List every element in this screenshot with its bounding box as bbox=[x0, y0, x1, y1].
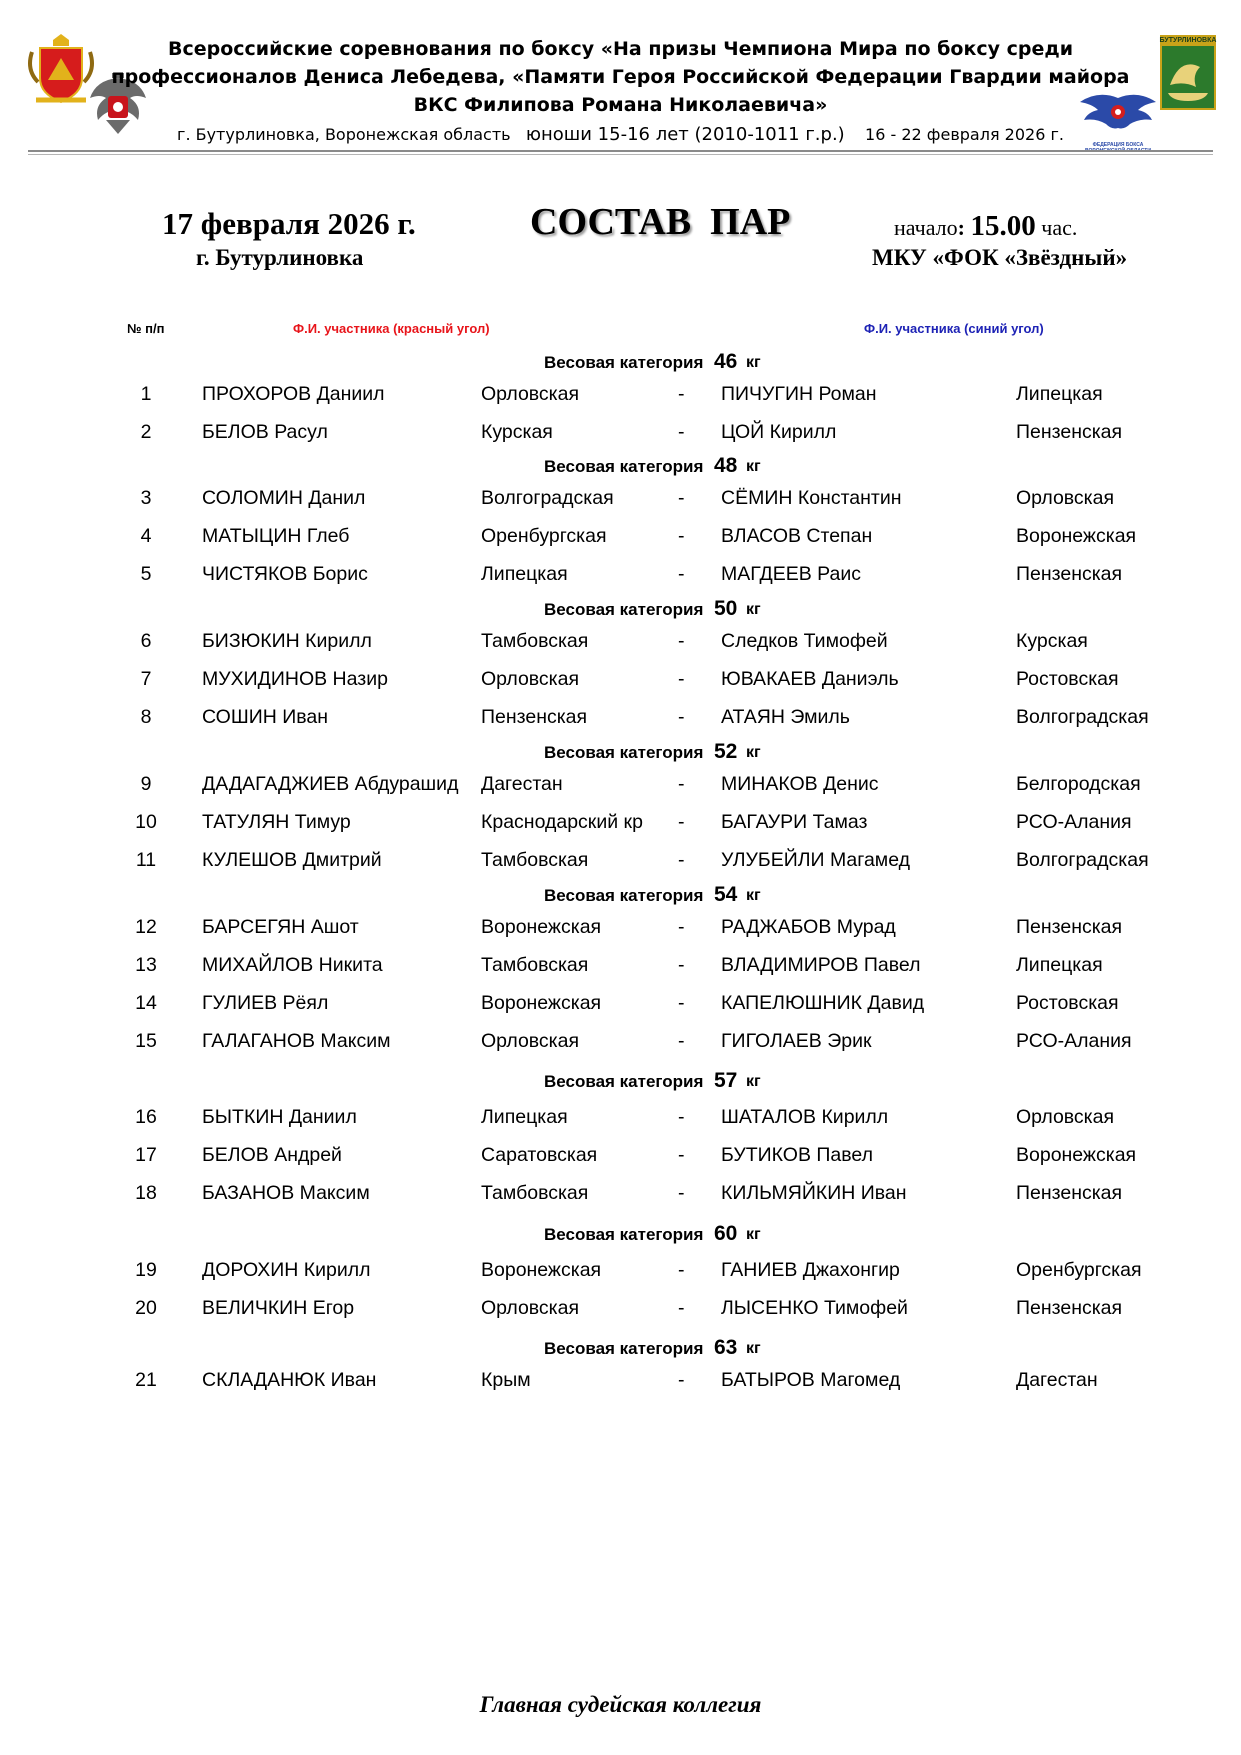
page-title: СОСТАВ ПАР bbox=[530, 201, 791, 243]
vs-separator: - bbox=[678, 1030, 685, 1052]
red-corner-boxer: ПРОХОРОВ Даниил bbox=[202, 383, 385, 405]
blue-corner-boxer: Следков Тимофей bbox=[721, 630, 888, 652]
bout-number: 19 bbox=[135, 1259, 157, 1281]
red-corner-region: Пензенская bbox=[481, 706, 588, 728]
bout-number: 6 bbox=[140, 630, 152, 652]
red-corner-region: Орловская bbox=[481, 1030, 580, 1052]
weight-category-header bbox=[0, 350, 1241, 380]
blue-corner-boxer: ВЛАДИМИРОВ Павел bbox=[721, 954, 921, 976]
red-corner-boxer: ГУЛИЕВ Рёял bbox=[202, 992, 329, 1014]
blue-corner-boxer: КАПЕЛЮШНИК Давид bbox=[721, 992, 925, 1014]
blue-corner-region: РСО-Алания bbox=[1016, 811, 1132, 833]
vs-separator: - bbox=[678, 773, 685, 795]
red-corner-region: Краснодарский кр bbox=[481, 811, 643, 833]
header-line-1: Всероссийские соревнования по боксу «На призы Чемпиона Мира по боксу среди bbox=[167, 38, 1074, 60]
weight-category-header bbox=[0, 1336, 1241, 1366]
start-label: начало bbox=[894, 215, 958, 240]
bout-number: 4 bbox=[140, 525, 152, 547]
red-corner-region: Воронежская bbox=[481, 916, 602, 938]
blue-corner-boxer: АТАЯН Эмиль bbox=[721, 706, 850, 728]
blue-corner-region: РСО-Алания bbox=[1016, 1030, 1132, 1052]
blue-corner-region: Ростовская bbox=[1016, 992, 1119, 1014]
header-location: г. Бутурлиновка, Воронежская область bbox=[177, 125, 511, 144]
weight-category-unit: кг bbox=[746, 744, 761, 761]
bout-number: 15 bbox=[135, 1030, 157, 1052]
weight-category-header bbox=[0, 740, 1241, 770]
bout-row bbox=[0, 706, 1241, 740]
vs-separator: - bbox=[678, 487, 685, 509]
weight-category-header bbox=[0, 1222, 1241, 1252]
weight-category-unit: кг bbox=[746, 1340, 761, 1357]
vs-separator: - bbox=[678, 525, 685, 547]
bout-row bbox=[0, 1030, 1241, 1064]
vs-separator: - bbox=[678, 1259, 685, 1281]
weight-category-value: 50 bbox=[714, 597, 738, 620]
bout-number: 7 bbox=[140, 668, 152, 690]
start-colon: : bbox=[957, 215, 965, 240]
weight-category-label: Весовая категория bbox=[544, 743, 704, 762]
blue-corner-region: Липецкая bbox=[1016, 954, 1103, 976]
red-corner-boxer: ЧИСТЯКОВ Борис bbox=[202, 563, 368, 585]
vs-separator: - bbox=[678, 668, 685, 690]
bout-number: 10 bbox=[135, 811, 157, 833]
red-corner-boxer: ВЕЛИЧКИН Егор bbox=[202, 1297, 355, 1319]
blue-corner-region: Волгоградская bbox=[1016, 706, 1149, 728]
bout-row bbox=[0, 563, 1241, 597]
bout-number: 20 bbox=[135, 1297, 157, 1319]
red-corner-region: Липецкая bbox=[481, 1106, 568, 1128]
red-corner-boxer: ТАТУЛЯН Тимур bbox=[202, 811, 351, 833]
red-corner-region: Дагестан bbox=[481, 773, 563, 795]
bout-row bbox=[0, 630, 1241, 664]
event-date: 17 февраля 2026 г. bbox=[162, 206, 416, 241]
bout-number: 8 bbox=[140, 706, 152, 728]
blue-corner-region: Курская bbox=[1016, 630, 1088, 652]
header-subline bbox=[0, 124, 1241, 145]
blue-corner-region: Липецкая bbox=[1016, 383, 1103, 405]
blue-corner-boxer: БУТИКОВ Павел bbox=[721, 1144, 873, 1166]
blue-corner-region: Пензенская bbox=[1016, 1297, 1123, 1319]
start-time-line bbox=[894, 210, 1077, 243]
red-corner-boxer: БАЗАНОВ Максим bbox=[202, 1182, 370, 1204]
red-corner-boxer: ДАДАГАДЖИЕВ Абдурашид bbox=[202, 773, 459, 795]
blue-corner-boxer: БАТЫРОВ Магомед bbox=[721, 1369, 901, 1391]
bout-number: 13 bbox=[135, 954, 157, 976]
weight-category-label: Весовая категория bbox=[544, 1225, 704, 1244]
weight-category-unit: кг bbox=[746, 1073, 761, 1090]
blue-corner-boxer: ШАТАЛОВ Кирилл bbox=[721, 1106, 889, 1128]
red-corner-boxer: БАРСЕГЯН Ашот bbox=[202, 916, 359, 938]
bout-row bbox=[0, 773, 1241, 807]
weight-category-label: Весовая категория bbox=[544, 600, 704, 619]
vs-separator: - bbox=[678, 849, 685, 871]
blue-corner-boxer: СЁМИН Константин bbox=[721, 487, 902, 509]
bout-row bbox=[0, 811, 1241, 845]
bout-row bbox=[0, 1369, 1241, 1403]
bout-number: 9 bbox=[140, 773, 152, 795]
bout-row bbox=[0, 916, 1241, 950]
column-header-blue-corner: Ф.И. участника (синий угол) bbox=[864, 321, 1044, 336]
red-corner-boxer: КУЛЕШОВ Дмитрий bbox=[202, 849, 382, 871]
venue: МКУ «ФОК «Звёздный» bbox=[872, 245, 1128, 270]
blue-corner-boxer: БАГАУРИ Тамаз bbox=[721, 811, 868, 833]
red-corner-boxer: БИЗЮКИН Кирилл bbox=[202, 630, 372, 652]
red-corner-region: Тамбовская bbox=[481, 1182, 589, 1204]
vs-separator: - bbox=[678, 1182, 685, 1204]
red-corner-region: Саратовская bbox=[481, 1144, 598, 1166]
vs-separator: - bbox=[678, 1369, 685, 1391]
weight-category-value: 57 bbox=[714, 1069, 738, 1092]
bout-row bbox=[0, 525, 1241, 559]
blue-corner-boxer: МИНАКОВ Денис bbox=[721, 773, 879, 795]
blue-corner-region: Волгоградская bbox=[1016, 849, 1149, 871]
bout-row bbox=[0, 1106, 1241, 1140]
bout-row bbox=[0, 1259, 1241, 1293]
red-corner-boxer: МУХИДИНОВ Назир bbox=[202, 668, 388, 690]
header-divider bbox=[28, 150, 1213, 152]
vs-separator: - bbox=[678, 706, 685, 728]
start-unit: час. bbox=[1041, 215, 1078, 240]
red-corner-region: Тамбовская bbox=[481, 954, 589, 976]
bout-number: 21 bbox=[135, 1369, 157, 1391]
event-city: г. Бутурлиновка bbox=[196, 245, 364, 270]
blue-corner-region: Ростовская bbox=[1016, 668, 1119, 690]
red-corner-boxer: СОШИН Иван bbox=[202, 706, 328, 728]
blue-corner-boxer: ЛЫСЕНКО Тимофей bbox=[721, 1297, 908, 1319]
weight-category-label: Весовая категория bbox=[544, 1339, 704, 1358]
vs-separator: - bbox=[678, 1297, 685, 1319]
blue-corner-region: Дагестан bbox=[1016, 1369, 1098, 1391]
header-age-group: юноши 15-16 лет (2010-1011 г.р.) bbox=[525, 124, 845, 145]
vs-separator: - bbox=[678, 916, 685, 938]
weight-category-header bbox=[0, 1069, 1241, 1099]
blue-corner-region: Пензенская bbox=[1016, 1182, 1123, 1204]
blue-corner-boxer: ПИЧУГИН Роман bbox=[721, 383, 877, 405]
weight-category-value: 63 bbox=[714, 1336, 738, 1359]
blue-corner-region: Орловская bbox=[1016, 487, 1115, 509]
weight-category-label: Весовая категория bbox=[544, 1072, 704, 1091]
red-corner-region: Орловская bbox=[481, 668, 580, 690]
bout-number: 11 bbox=[135, 849, 157, 871]
red-corner-boxer: СОЛОМИН Данил bbox=[202, 487, 366, 509]
blue-corner-region: Пензенская bbox=[1016, 421, 1123, 443]
red-corner-region: Воронежская bbox=[481, 1259, 602, 1281]
red-corner-boxer: МАТЫЦИН Глеб bbox=[202, 525, 350, 547]
blue-corner-boxer: ГАНИЕВ Джахонгир bbox=[721, 1259, 900, 1281]
red-corner-boxer: СКЛАДАНЮК Иван bbox=[202, 1369, 377, 1391]
red-corner-region: Курская bbox=[481, 421, 553, 443]
vs-separator: - bbox=[678, 954, 685, 976]
blue-corner-boxer: УЛУБЕЙЛИ Магамед bbox=[721, 849, 911, 871]
red-corner-boxer: БЫТКИН Даниил bbox=[202, 1106, 357, 1128]
weight-category-label: Весовая категория bbox=[544, 457, 704, 476]
column-header-number: № п/п bbox=[127, 321, 165, 336]
red-corner-boxer: БЕЛОВ Расул bbox=[202, 421, 328, 443]
bout-number: 18 bbox=[135, 1182, 157, 1204]
red-corner-boxer: ДОРОХИН Кирилл bbox=[202, 1259, 371, 1281]
blue-corner-boxer: ЮВАКАЕВ Даниэль bbox=[721, 668, 899, 690]
vs-separator: - bbox=[678, 1106, 685, 1128]
blue-corner-region: Оренбургская bbox=[1016, 1259, 1142, 1281]
bout-number: 16 bbox=[135, 1106, 157, 1128]
weight-category-value: 60 bbox=[714, 1222, 738, 1245]
bout-number: 1 bbox=[140, 383, 152, 405]
weight-category-value: 46 bbox=[714, 350, 738, 373]
header-line-2: профессионалов Дениса Лебедева, «Памяти Героя Российской Федерации Гвардии майора bbox=[111, 66, 1130, 88]
red-corner-region: Липецкая bbox=[481, 563, 568, 585]
bout-row bbox=[0, 383, 1241, 417]
bout-row bbox=[0, 954, 1241, 988]
vs-separator: - bbox=[678, 992, 685, 1014]
weight-category-label: Весовая категория bbox=[544, 886, 704, 905]
blue-corner-region: Белгородская bbox=[1016, 773, 1141, 795]
bout-row bbox=[0, 487, 1241, 521]
red-corner-region: Оренбургская bbox=[481, 525, 607, 547]
red-corner-region: Орловская bbox=[481, 383, 580, 405]
bout-row bbox=[0, 992, 1241, 1026]
red-corner-region: Орловская bbox=[481, 1297, 580, 1319]
footer-signature: Главная судейская коллегия bbox=[479, 1692, 762, 1717]
bout-row bbox=[0, 1297, 1241, 1331]
red-corner-boxer: БЕЛОВ Андрей bbox=[202, 1144, 342, 1166]
bout-number: 2 bbox=[140, 421, 152, 443]
header-dates: 16 - 22 февраля 2026 г. bbox=[865, 125, 1064, 144]
vs-separator: - bbox=[678, 1144, 685, 1166]
blue-corner-region: Воронежская bbox=[1016, 525, 1137, 547]
red-corner-region: Тамбовская bbox=[481, 630, 589, 652]
vs-separator: - bbox=[678, 811, 685, 833]
blue-corner-boxer: РАДЖАБОВ Мурад bbox=[721, 916, 896, 938]
blue-corner-region: Пензенская bbox=[1016, 563, 1123, 585]
column-header-red-corner: Ф.И. участника (красный угол) bbox=[293, 321, 490, 336]
red-corner-region: Воронежская bbox=[481, 992, 602, 1014]
blue-corner-region: Воронежская bbox=[1016, 1144, 1137, 1166]
weight-category-value: 48 bbox=[714, 454, 738, 477]
vs-separator: - bbox=[678, 383, 685, 405]
start-time: 15.00 bbox=[970, 210, 1036, 242]
blue-corner-boxer: ЦОЙ Кирилл bbox=[721, 421, 837, 443]
red-corner-region: Волгоградская bbox=[481, 487, 614, 509]
weight-category-unit: кг bbox=[746, 458, 761, 475]
bout-number: 14 bbox=[135, 992, 157, 1014]
bout-number: 3 bbox=[140, 487, 152, 509]
red-corner-region: Тамбовская bbox=[481, 849, 589, 871]
federation-caption: ФЕДЕРАЦИЯ БОКСА bbox=[1092, 142, 1144, 148]
header-divider-thin bbox=[28, 154, 1213, 155]
logo-right-text: БУТУРЛИНОВКА bbox=[1159, 37, 1217, 44]
bout-number: 12 bbox=[135, 916, 157, 938]
blue-corner-region: Орловская bbox=[1016, 1106, 1115, 1128]
bout-number: 17 bbox=[135, 1144, 157, 1166]
bout-number: 5 bbox=[140, 563, 152, 585]
blue-corner-boxer: КИЛЬМЯЙКИН Иван bbox=[721, 1182, 907, 1204]
weight-category-value: 52 bbox=[714, 740, 738, 763]
weight-category-label: Весовая категория bbox=[544, 353, 704, 372]
bout-row bbox=[0, 668, 1241, 702]
header-line-3: ВКС Филипова Романа Николаевича» bbox=[413, 94, 828, 116]
weight-category-header bbox=[0, 883, 1241, 913]
red-corner-boxer: МИХАЙЛОВ Никита bbox=[202, 954, 383, 976]
bout-row bbox=[0, 421, 1241, 455]
bout-row bbox=[0, 849, 1241, 883]
bout-row bbox=[0, 1144, 1241, 1178]
weight-category-unit: кг bbox=[746, 601, 761, 618]
bout-row bbox=[0, 1182, 1241, 1216]
blue-corner-boxer: МАГДЕЕВ Раис bbox=[721, 563, 861, 585]
vs-separator: - bbox=[678, 563, 685, 585]
vs-separator: - bbox=[678, 421, 685, 443]
vs-separator: - bbox=[678, 630, 685, 652]
weight-category-unit: кг bbox=[746, 887, 761, 904]
red-corner-region: Крым bbox=[481, 1369, 531, 1391]
weight-category-header bbox=[0, 597, 1241, 627]
red-corner-boxer: ГАЛАГАНОВ Максим bbox=[202, 1030, 391, 1052]
weight-category-header bbox=[0, 454, 1241, 484]
weight-category-unit: кг bbox=[746, 1226, 761, 1243]
weight-category-value: 54 bbox=[714, 883, 738, 906]
blue-corner-region: Пензенская bbox=[1016, 916, 1123, 938]
blue-corner-boxer: ГИГОЛАЕВ Эрик bbox=[721, 1030, 872, 1052]
weight-category-unit: кг bbox=[746, 354, 761, 371]
blue-corner-boxer: ВЛАСОВ Степан bbox=[721, 525, 873, 547]
